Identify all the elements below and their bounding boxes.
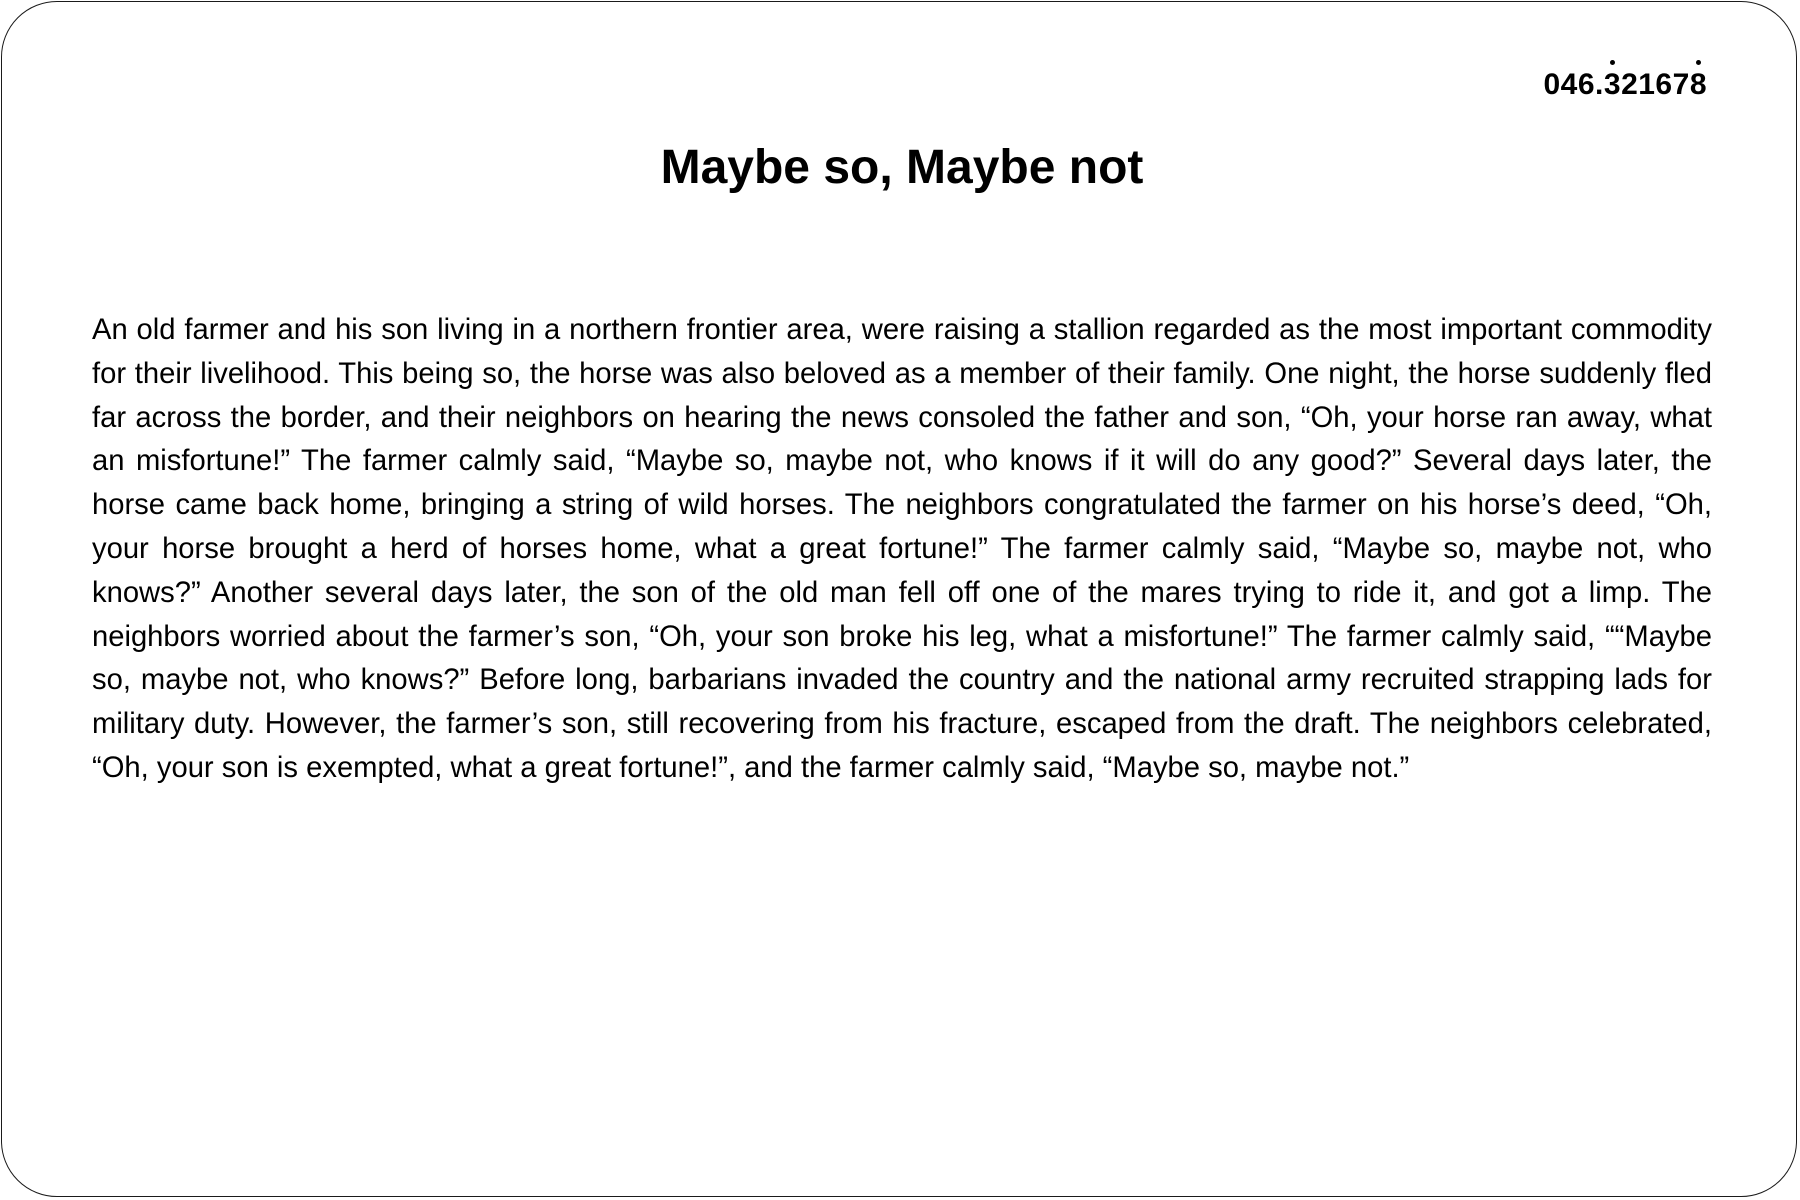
reference-dotted-digit-end: 8: [1689, 68, 1707, 101]
reference-dotted-digit-start: 3: [1603, 68, 1622, 101]
reference-prefix: 046.: [1543, 68, 1604, 101]
reference-middle: 2167: [1621, 68, 1690, 101]
story-body: An old farmer and his son living in a northern frontier area, were raising a stallion regarded as the most important commodity for their livelihood. This being so, the horse was also beloved as a member of their family. One night, the horse suddenly fled far across the border, and their neighbors on hearing the news consoled the father and son, “Oh, your horse ran away, what an misfortune!” The farmer calmly said, “Maybe so, maybe not, who knows if it will do any good?” Several days later, the horse came back home, bringing a string of wild horses. The neighbors congratulated the farmer on his horse’s deed, “Oh, your horse brought a herd of horses home, what a great fortune!” The farmer calmly said, “Maybe so, maybe not, who knows?” Another several days later, the son of the old man fell off one of the mares trying to ride it, and got a limp. The neighbors worried about the farmer’s son, “Oh, your son broke his leg, what a misfortune!” The farmer calmly said, ““Maybe so, maybe not, who knows?” Before long, barbarians invaded the country and the national army recruited strapping lads for military duty. However, the farmer’s son, still recovering from his fracture, escaped from the draft. The neighbors celebrated, “Oh, your son is exempted, what a great fortune!”, and the farmer calmly said, “Maybe so, maybe not.”: [92, 314, 1712, 784]
reference-number: [1543, 68, 1707, 102]
page-card: [1, 1, 1797, 1197]
page-title: Maybe so, Maybe not: [660, 141, 1144, 194]
